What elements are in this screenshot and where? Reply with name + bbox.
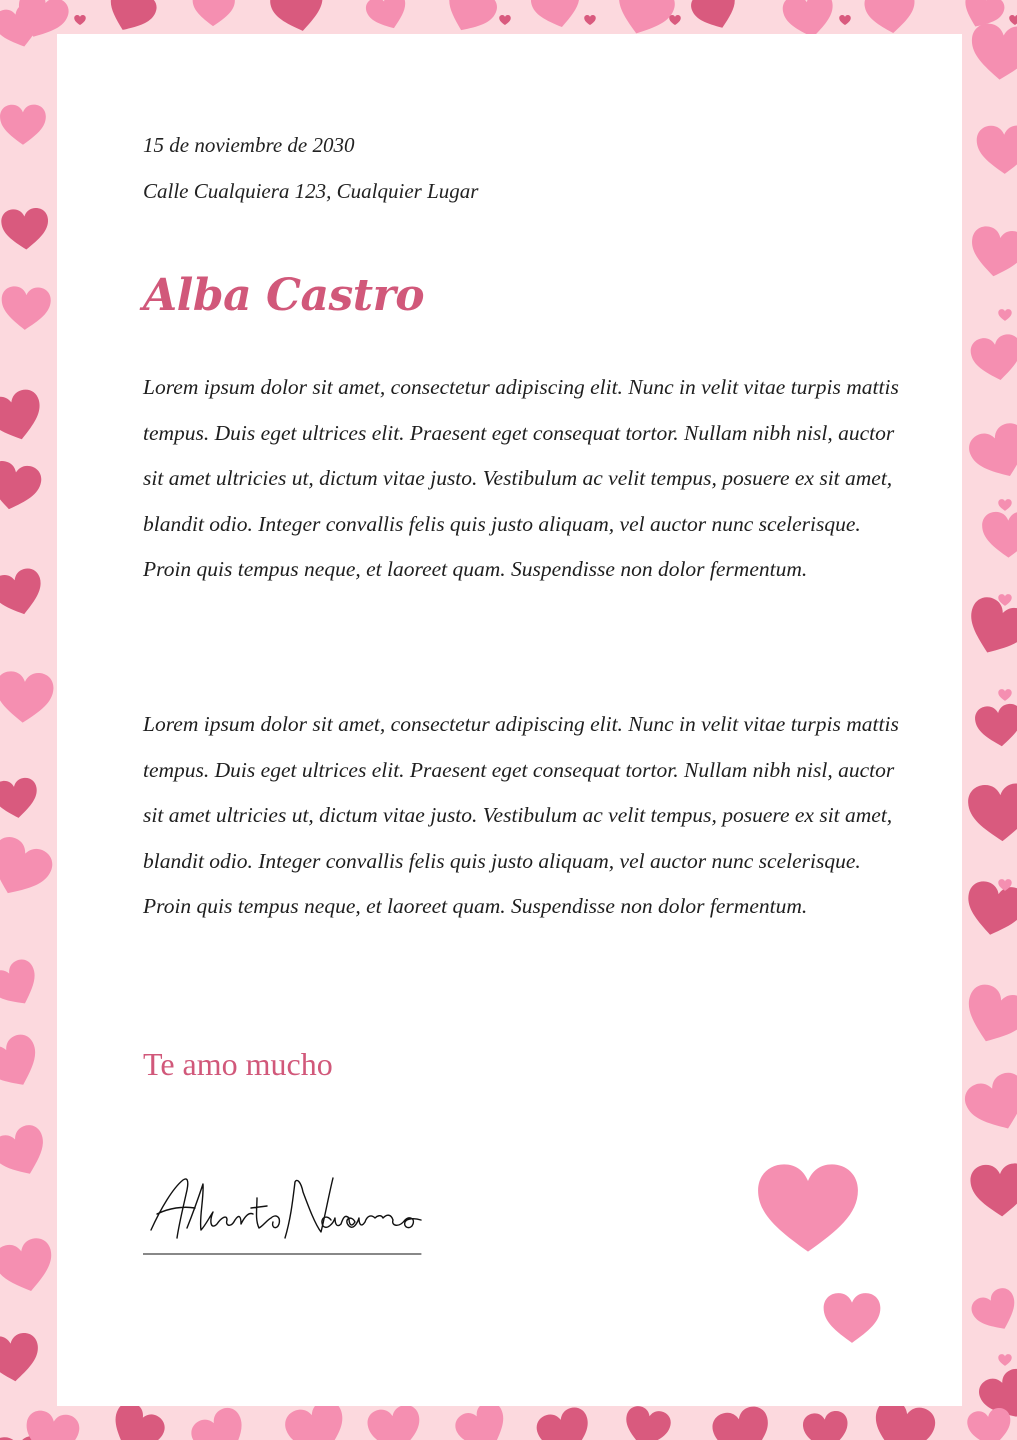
closing-line: Te amo mucho [143, 1046, 333, 1082]
letter-date: 15 de noviembre de 2030 [143, 133, 355, 157]
recipient-name: Alba Castro [143, 270, 425, 321]
handwritten-signature [143, 1168, 428, 1258]
heart-icon [756, 1162, 860, 1254]
letter-paragraph-2: Lorem ipsum dolor sit amet, consectetur adipiscing elit. Nunc in velit vitae turpis mattis tempus. Duis eget ultrices elit. Praesent eget consequat tortor. Nullam nibh nisl, auctor sit amet ultricies ut, dictum vitae justo. Vestibulum ac velit tempus, posuere ex sit amet, blandit odio. Integer convallis felis quis justo aliquam, vel auctor nunc scelerisque. Proin quis tempus neque, et laoreet quam. Suspendisse non dolor fermentum. [143, 712, 899, 919]
letter-paragraph-1: Lorem ipsum dolor sit amet, consectetur adipiscing elit. Nunc in velit vitae turpis mattis tempus. Duis eget ultrices elit. Praesent eget consequat tortor. Nullam nibh nisl, auctor sit amet ultricies ut, dictum vitae justo. Vestibulum ac velit tempus, posuere ex sit amet, blandit odio. Integer convallis felis quis justo aliquam, vel auctor nunc scelerisque. Proin quis tempus neque, et laoreet quam. Suspendisse non dolor fermentum. [143, 375, 899, 582]
heart-icon [822, 1292, 882, 1344]
letter-address: Calle Cualquiera 123, Cualquier Lugar [143, 179, 479, 203]
